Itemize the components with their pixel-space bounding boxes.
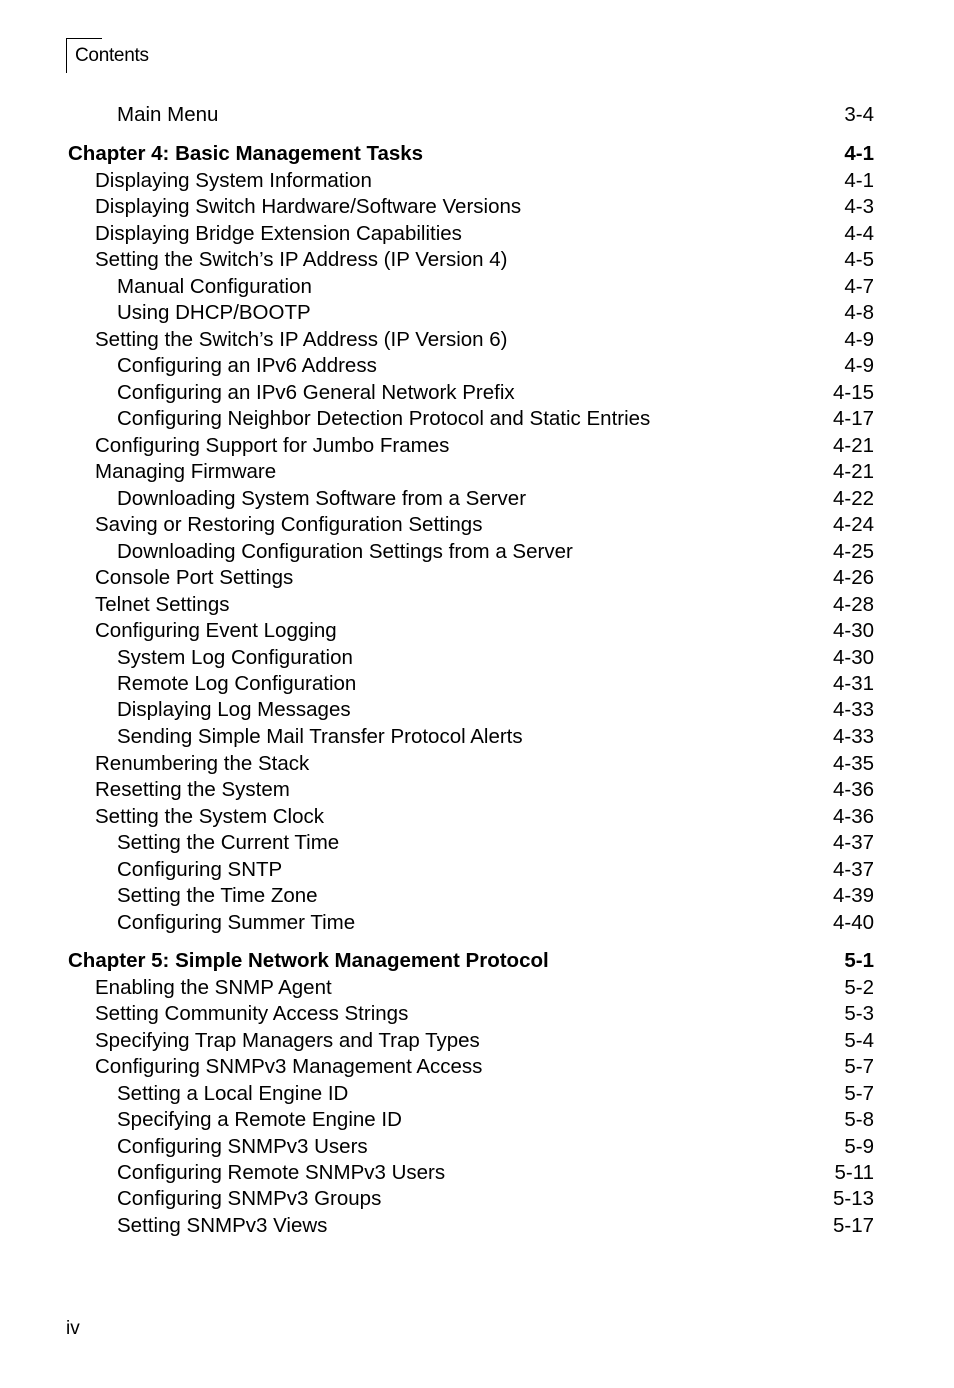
toc-chapter-entry[interactable] — [0, 948, 954, 974]
toc-entry-title: Setting the Switch’s IP Address (IP Version 6) — [95, 328, 508, 351]
toc-entry-title: Displaying Switch Hardware/Software Versions — [95, 195, 522, 218]
toc-entry[interactable] — [0, 1107, 954, 1133]
toc-entry[interactable] — [0, 327, 954, 353]
toc-entry-page: 3-4 — [844, 103, 874, 126]
toc-entry-title: Setting the System Clock — [95, 805, 325, 828]
toc-entry[interactable] — [0, 353, 954, 379]
toc-entry[interactable] — [0, 618, 954, 644]
toc-entry-page: 4-40 — [832, 911, 874, 934]
toc-entry-page: 4-25 — [832, 540, 874, 563]
header-rule-horizontal — [66, 38, 102, 39]
toc-entry-page: 4-37 — [832, 831, 874, 854]
toc-entry[interactable] — [0, 1001, 954, 1027]
toc-entry[interactable] — [0, 512, 954, 538]
toc-entry-page: 4-37 — [832, 858, 874, 881]
toc-entry[interactable] — [0, 1054, 954, 1080]
toc-entry-title: Configuring Event Logging — [95, 619, 337, 642]
toc-entry-title: Configuring SNTP — [117, 858, 283, 881]
toc-entry-title: Main Menu — [117, 103, 219, 126]
toc-entry-title: Configuring an IPv6 General Network Prefix — [117, 381, 515, 404]
toc-entry[interactable] — [0, 539, 954, 565]
toc-entry-page: 5-17 — [832, 1214, 874, 1237]
toc-entry-title: Specifying Trap Managers and Trap Types — [95, 1029, 480, 1052]
toc-entry-page: 4-30 — [832, 646, 874, 669]
toc-entry-page: 4-39 — [832, 884, 874, 907]
toc-entry-page: 4-5 — [844, 248, 874, 271]
toc-entry[interactable] — [0, 804, 954, 830]
toc-entry[interactable] — [0, 300, 954, 326]
toc-entry[interactable] — [0, 1028, 954, 1054]
toc-entry-page: 4-26 — [832, 566, 874, 589]
toc-entry[interactable] — [0, 459, 954, 485]
toc-entry-page: 4-15 — [832, 381, 874, 404]
toc-entry-title: Remote Log Configuration — [117, 672, 357, 695]
toc-entry[interactable] — [0, 1186, 954, 1212]
toc-entry-title: Configuring an IPv6 Address — [117, 354, 377, 377]
toc-entry[interactable] — [0, 406, 954, 432]
toc-entry[interactable] — [0, 777, 954, 803]
toc-entry[interactable] — [0, 883, 954, 909]
toc-entry[interactable] — [0, 194, 954, 220]
toc-entry-title: Renumbering the Stack — [95, 752, 310, 775]
toc-entry-title: Sending Simple Mail Transfer Protocol Alerts — [117, 725, 523, 748]
toc-entry-title: Configuring Support for Jumbo Frames — [95, 434, 450, 457]
toc-entry-title: Setting the Time Zone — [117, 884, 318, 907]
toc-entry-page: 4-1 — [844, 169, 874, 192]
toc-entry-page: 4-24 — [832, 513, 874, 536]
toc-entry[interactable] — [0, 751, 954, 777]
toc-entry-page: 4-21 — [832, 434, 874, 457]
toc-chapter-entry[interactable] — [0, 141, 954, 167]
toc-entry-title: Downloading Configuration Settings from a Server — [117, 540, 573, 563]
toc-entry-page: 4-36 — [832, 778, 874, 801]
toc-entry-title: System Log Configuration — [117, 646, 353, 669]
toc-entry[interactable] — [0, 697, 954, 723]
toc-entry-title: Resetting the System — [95, 778, 290, 801]
toc-entry[interactable] — [0, 247, 954, 273]
toc-entry[interactable] — [0, 102, 954, 128]
toc-entry-title: Configuring SNMPv3 Users — [117, 1135, 368, 1158]
toc-entry-page: 5-4 — [844, 1029, 874, 1052]
toc-entry-page: 4-22 — [832, 487, 874, 510]
toc-entry-title: Chapter 4: Basic Management Tasks — [68, 142, 424, 165]
toc-entry-title: Configuring Neighbor Detection Protocol and Static Entries — [117, 407, 651, 430]
toc-entry-title: Saving or Restoring Configuration Settings — [95, 513, 483, 536]
running-header-title: Contents — [75, 45, 149, 66]
toc-entry-title: Setting the Current Time — [117, 831, 340, 854]
toc-entry-title: Configuring Summer Time — [117, 911, 356, 934]
toc-entry[interactable] — [0, 1081, 954, 1107]
toc-entry-page: 5-8 — [844, 1108, 874, 1131]
toc-entry[interactable] — [0, 724, 954, 750]
toc-entry[interactable] — [0, 830, 954, 856]
toc-entry-page: 4-21 — [832, 460, 874, 483]
toc-entry-page: 5-1 — [844, 949, 874, 972]
toc-entry[interactable] — [0, 221, 954, 247]
toc-entry-page: 4-33 — [832, 698, 874, 721]
toc-entry-title: Configuring Remote SNMPv3 Users — [117, 1161, 446, 1184]
toc-entry-title: Setting SNMPv3 Views — [117, 1214, 328, 1237]
toc-entry-title: Console Port Settings — [95, 566, 294, 589]
toc-entry[interactable] — [0, 433, 954, 459]
toc-entry-page: 4-7 — [844, 275, 874, 298]
toc-entry-page: 4-3 — [844, 195, 874, 218]
toc-entry-page: 4-9 — [844, 328, 874, 351]
toc-entry-page: 4-33 — [832, 725, 874, 748]
toc-entry[interactable] — [0, 168, 954, 194]
toc-entry[interactable] — [0, 910, 954, 936]
toc-entry-title: Displaying Bridge Extension Capabilities — [95, 222, 462, 245]
toc-entry[interactable] — [0, 592, 954, 618]
toc-entry-page: 5-7 — [844, 1055, 874, 1078]
toc-entry-page: 5-2 — [844, 976, 874, 999]
toc-entry-page: 4-1 — [844, 142, 874, 165]
toc-entry-page: 4-8 — [844, 301, 874, 324]
toc-entry-page: 5-11 — [834, 1161, 874, 1184]
toc-entry[interactable] — [0, 1134, 954, 1160]
toc-entry-page: 5-7 — [844, 1082, 874, 1105]
toc-entry-title: Setting a Local Engine ID — [117, 1082, 349, 1105]
toc-entry-title: Configuring SNMPv3 Management Access — [95, 1055, 483, 1078]
toc-entry-page: 4-31 — [832, 672, 874, 695]
toc-entry-page: 5-9 — [844, 1135, 874, 1158]
toc-entry-title: Manual Configuration — [117, 275, 312, 298]
toc-entry-page: 5-13 — [832, 1187, 874, 1210]
toc-entry-title: Configuring SNMPv3 Groups — [117, 1187, 382, 1210]
toc-entry-title: Setting Community Access Strings — [95, 1002, 409, 1025]
toc-entry[interactable] — [0, 565, 954, 591]
toc-entry-title: Telnet Settings — [95, 593, 230, 616]
toc-entry-title: Using DHCP/BOOTP — [117, 301, 311, 324]
toc-entry-page: 4-28 — [832, 593, 874, 616]
toc-entry-page: 4-35 — [832, 752, 874, 775]
toc-entry[interactable] — [0, 274, 954, 300]
toc-entry-page: 4-36 — [832, 805, 874, 828]
toc-entry[interactable] — [0, 975, 954, 1001]
toc-entry[interactable] — [0, 1160, 954, 1186]
toc-entry-page: 4-17 — [832, 407, 874, 430]
toc-entry-title: Displaying Log Messages — [117, 698, 351, 721]
toc-entry[interactable] — [0, 645, 954, 671]
toc-entry-title: Displaying System Information — [95, 169, 372, 192]
header-rule-vertical — [66, 38, 67, 73]
toc-entry-page: 4-30 — [832, 619, 874, 642]
toc-entry-page: 4-9 — [844, 354, 874, 377]
toc-entry[interactable] — [0, 1213, 954, 1239]
toc-entry-title: Chapter 5: Simple Network Management Protocol — [68, 949, 549, 972]
toc-entry[interactable] — [0, 486, 954, 512]
page-number: iv — [66, 1318, 80, 1339]
toc-entry-title: Specifying a Remote Engine ID — [117, 1108, 402, 1131]
toc-entry-title: Managing Firmware — [95, 460, 277, 483]
toc-entry[interactable] — [0, 380, 954, 406]
toc-entry-title: Enabling the SNMP Agent — [95, 976, 332, 999]
toc-entry-page: 4-4 — [844, 222, 874, 245]
toc-entry[interactable] — [0, 857, 954, 883]
toc-entry-title: Setting the Switch’s IP Address (IP Version 4) — [95, 248, 508, 271]
toc-entry[interactable] — [0, 671, 954, 697]
toc-entry-title: Downloading System Software from a Server — [117, 487, 527, 510]
toc-entry-page: 5-3 — [844, 1002, 874, 1025]
